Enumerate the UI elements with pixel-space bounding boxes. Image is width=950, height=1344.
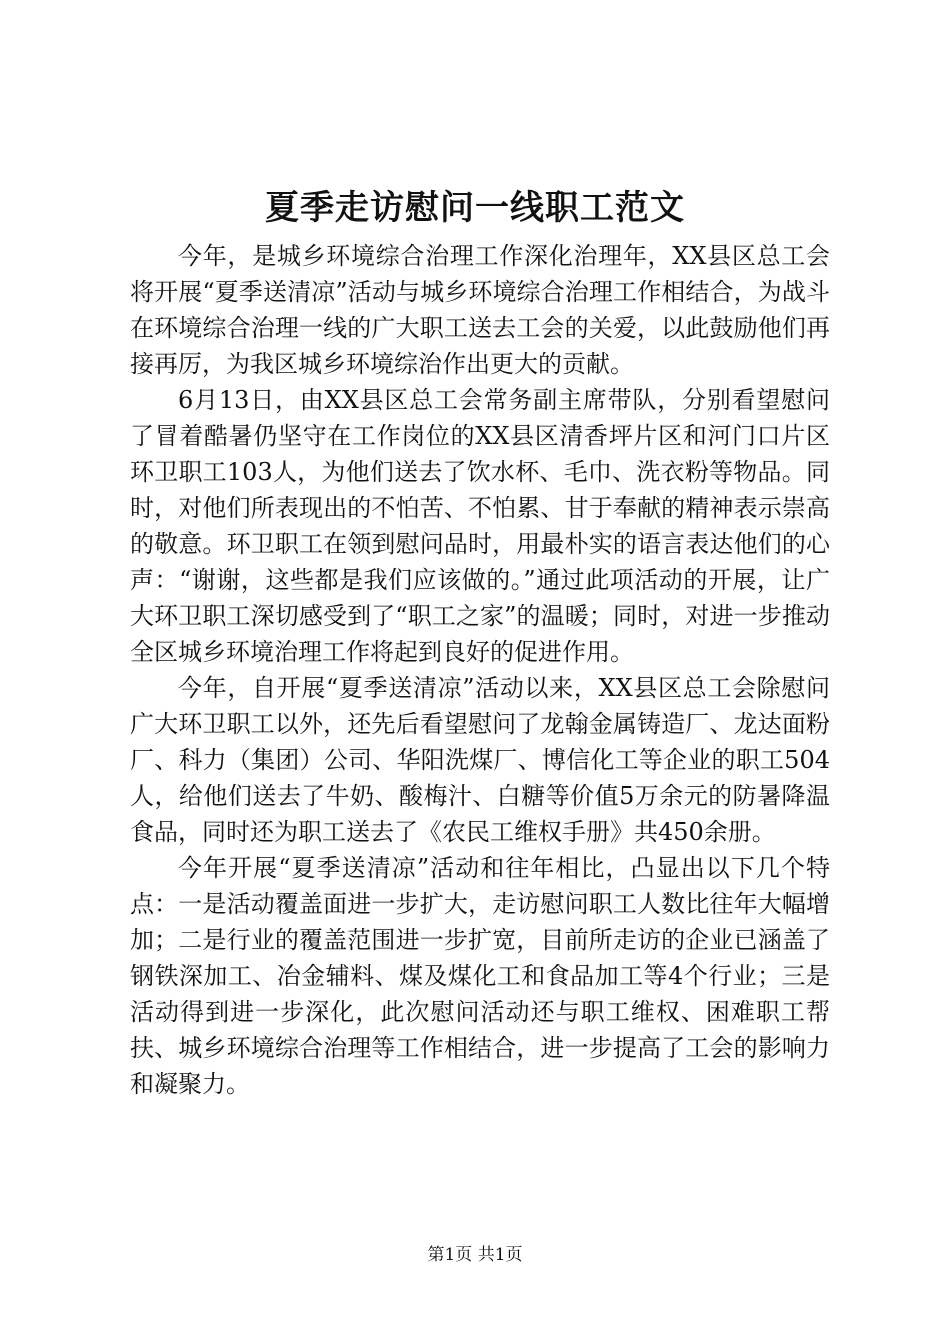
paragraph-4: 今年开展“夏季送清凉”活动和往年相比，凸显出以下几个特点：一是活动覆盖面进一步扩大，走访慰问职工人数比往年大幅增加；二是行业的覆盖范围进一步扩宽，目前所走访的企业已涵盖了钢铁深加工、冶金辅料、煤及煤化工和食品加工等4个行业；三是活动得到进一步深化，此次慰问活动还与职工维权、困难职工帮扶、城乡环境综合治理等工作相结合，进一步提高了工会的影响力和凝聚力。 <box>130 854 830 1098</box>
paragraph-2: 6月13日，由XX县区总工会常务副主席带队，分别看望慰问了冒着酷暑仍坚守在工作岗位的XX县区清香坪片区和河门口片区环卫职工103人，为他们送去了饮水杯、毛巾、洗衣粉等物品。同时，对他们所表现出的不怕苦、不怕累、甘于奉献的精神表示崇高的敬意。环卫职工在领到慰问品时，用最朴实的语言表达他们的心声：“谢谢，这些都是我们应该做的。”通过此项活动的开展，让广大环卫职工深切感受到了“职工之家”的温暖；同时，对进一步推动全区城乡环境治理工作将起到良好的促进作用。 <box>130 386 830 666</box>
page-number-footer: 第1页 共1页 <box>427 1245 523 1265</box>
document-body <box>130 238 830 1102</box>
document-title: 夏季走访慰问一线职工范文 <box>265 188 685 228</box>
paragraph-3: 今年，自开展“夏季送清凉”活动以来，XX县区总工会除慰问广大环卫职工以外，还先后看望慰问了龙翰金属铸造厂、龙达面粉厂、科力（集团）公司、华阳洗煤厂、博信化工等企业的职工504人，给他们送去了牛奶、酸梅汁、白糖等价值5万余元的防暑降温食品，同时还为职工送去了《农民工维权手册》共450余册。 <box>130 674 830 846</box>
paragraph-1: 今年，是城乡环境综合治理工作深化治理年，XX县区总工会将开展“夏季送清凉”活动与城乡环境综合治理工作相结合，为战斗在环境综合治理一线的广大职工送去工会的关爱，以此鼓励他们再接再厉，为我区城乡环境综治作出更大的贡献。 <box>130 242 830 378</box>
